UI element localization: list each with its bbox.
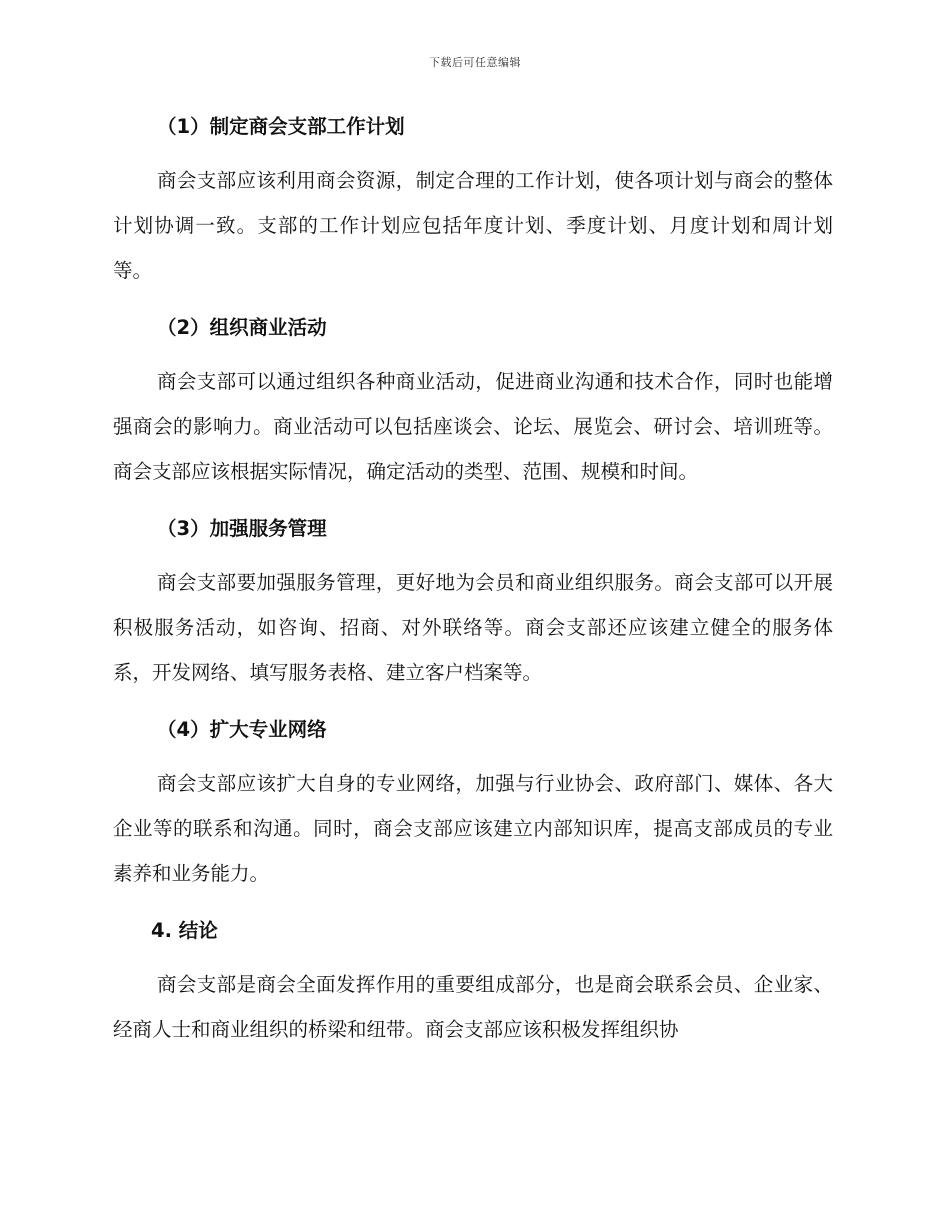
section-heading-4: （4）扩大专业网络 — [157, 718, 327, 741]
section-paragraph-3: 商会支部要加强服务管理，更好地为会员和商业组织服务。商会支部可以开展积极服务活动，如咨询、招商、对外联络等。商会支部还应该建立健全的服务体系，开发网络、填写服务表格、建立客户档案等。 — [113, 571, 833, 684]
section-heading-conclusion: 4. 结论 — [151, 919, 218, 942]
section-paragraph-1: 商会支部应该利用商会资源，制定合理的工作计划，使各项计划与商会的整体计划协调一致。支部的工作计划应包括年度计划、季度计划、月度计划和周计划等。 — [113, 169, 833, 282]
section-heading-3: （3）加强服务管理 — [157, 517, 327, 540]
section-paragraph-4: 商会支部应该扩大自身的专业网络，加强与行业协会、政府部门、媒体、各大企业等的联系和沟通。同时，商会支部应该建立内部知识库，提高支部成员的专业素养和业务能力。 — [113, 772, 833, 885]
section-paragraph-conclusion: 商会支部是商会全面发挥作用的重要组成部分，也是商会联系会员、企业家、经商人士和商业组织的桥梁和纽带。商会支部应该积极发挥组织协 — [113, 973, 833, 1041]
document-body — [113, 104, 833, 1064]
section-paragraph-2: 商会支部可以通过组织各种商业活动，促进商业沟通和技术合作，同时也能增强商会的影响力。商业活动可以包括座谈会、论坛、展览会、研讨会、培训班等。商会支部应该根据实际情况，确定活动的类型、范围、规模和时间。 — [113, 370, 833, 483]
section-heading-2: （2）组织商业活动 — [157, 316, 327, 339]
section-heading-1: （1）制定商会支部工作计划 — [157, 115, 405, 138]
page-header: 下载后可任意编辑 — [429, 56, 521, 69]
